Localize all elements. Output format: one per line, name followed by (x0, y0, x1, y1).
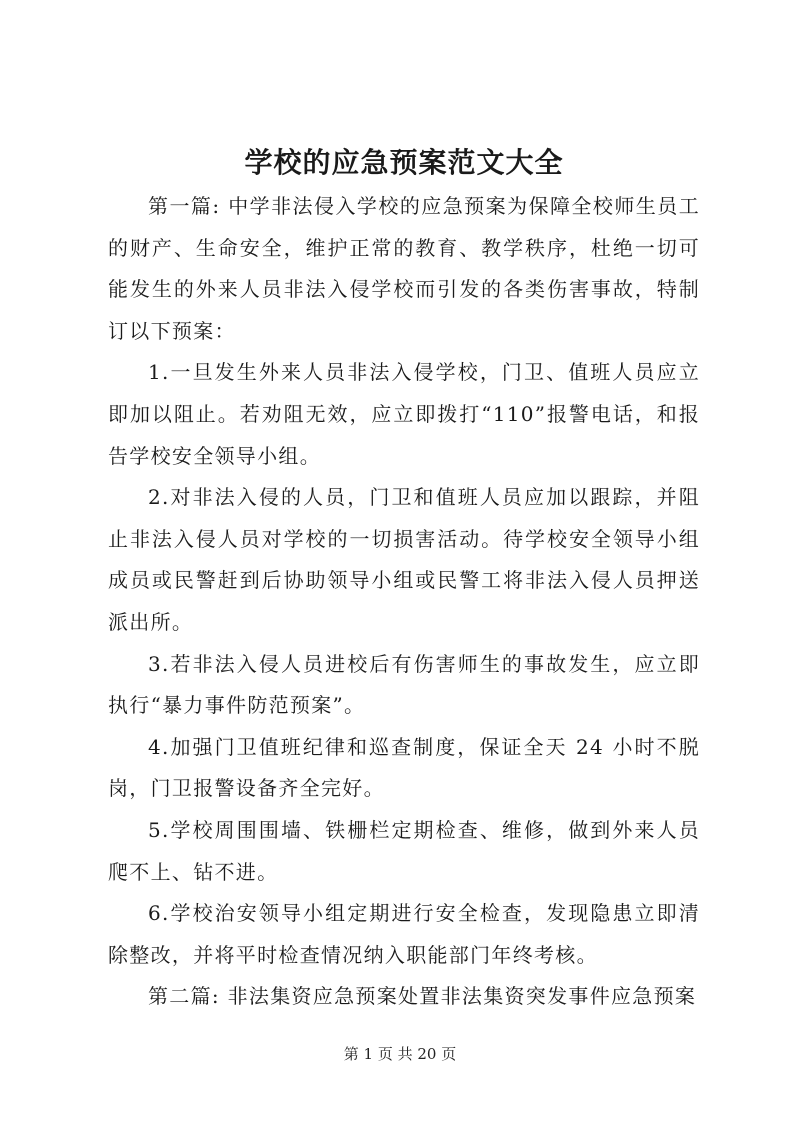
paragraph-item-4: 4.加强门卫值班纪律和巡查制度，保证全天 24 小时不脱岗，门卫报警设备齐全完好。 (108, 734, 700, 801)
paragraph-item-6: 6.学校治安领导小组定期进行安全检查，发现隐患立即清除整改，并将平时检查情况纳入职能部门年终考核。 (108, 901, 700, 967)
document-body (108, 186, 700, 1018)
page-number-footer: 第 1 页 共 20 页 (343, 1045, 457, 1063)
document-title: 学校的应急预案范文大全 (244, 146, 564, 179)
paragraph-item-5: 5.学校周围围墙、铁栅栏定期检查、维修，做到外来人员爬不上、钻不进。 (108, 817, 700, 884)
paragraph-item-3: 3.若非法入侵人员进校后有伤害师生的事故发生，应立即执行“暴力事件防范预案”。 (108, 651, 700, 718)
paragraph-intro: 第一篇: 中学非法侵入学校的应急预案为保障全校师生员工的财产、生命安全，维护正常的教育、教学秩序，杜绝一切可能发生的外来人员非法入侵学校而引发的各类伤害事故，特制订以下预案： (108, 194, 700, 343)
paragraph-section-2: 第二篇: 非法集资应急预案处置非法集资突发事件应急预案 (148, 984, 697, 1009)
paragraph-item-1: 1.一旦发生外来人员非法入侵学校，门卫、值班人员应立即加以阻止。若劝阻无效，应立即拨打“110”报警电话，和报告学校安全领导小组。 (108, 360, 700, 468)
paragraph-item-2: 2.对非法入侵的人员，门卫和值班人员应加以跟踪，并阻止非法入侵人员对学校的一切损害活动。待学校安全领导小组成员或民警赶到后协助领导小组或民警工将非法入侵人员押送派出所。 (108, 485, 700, 634)
